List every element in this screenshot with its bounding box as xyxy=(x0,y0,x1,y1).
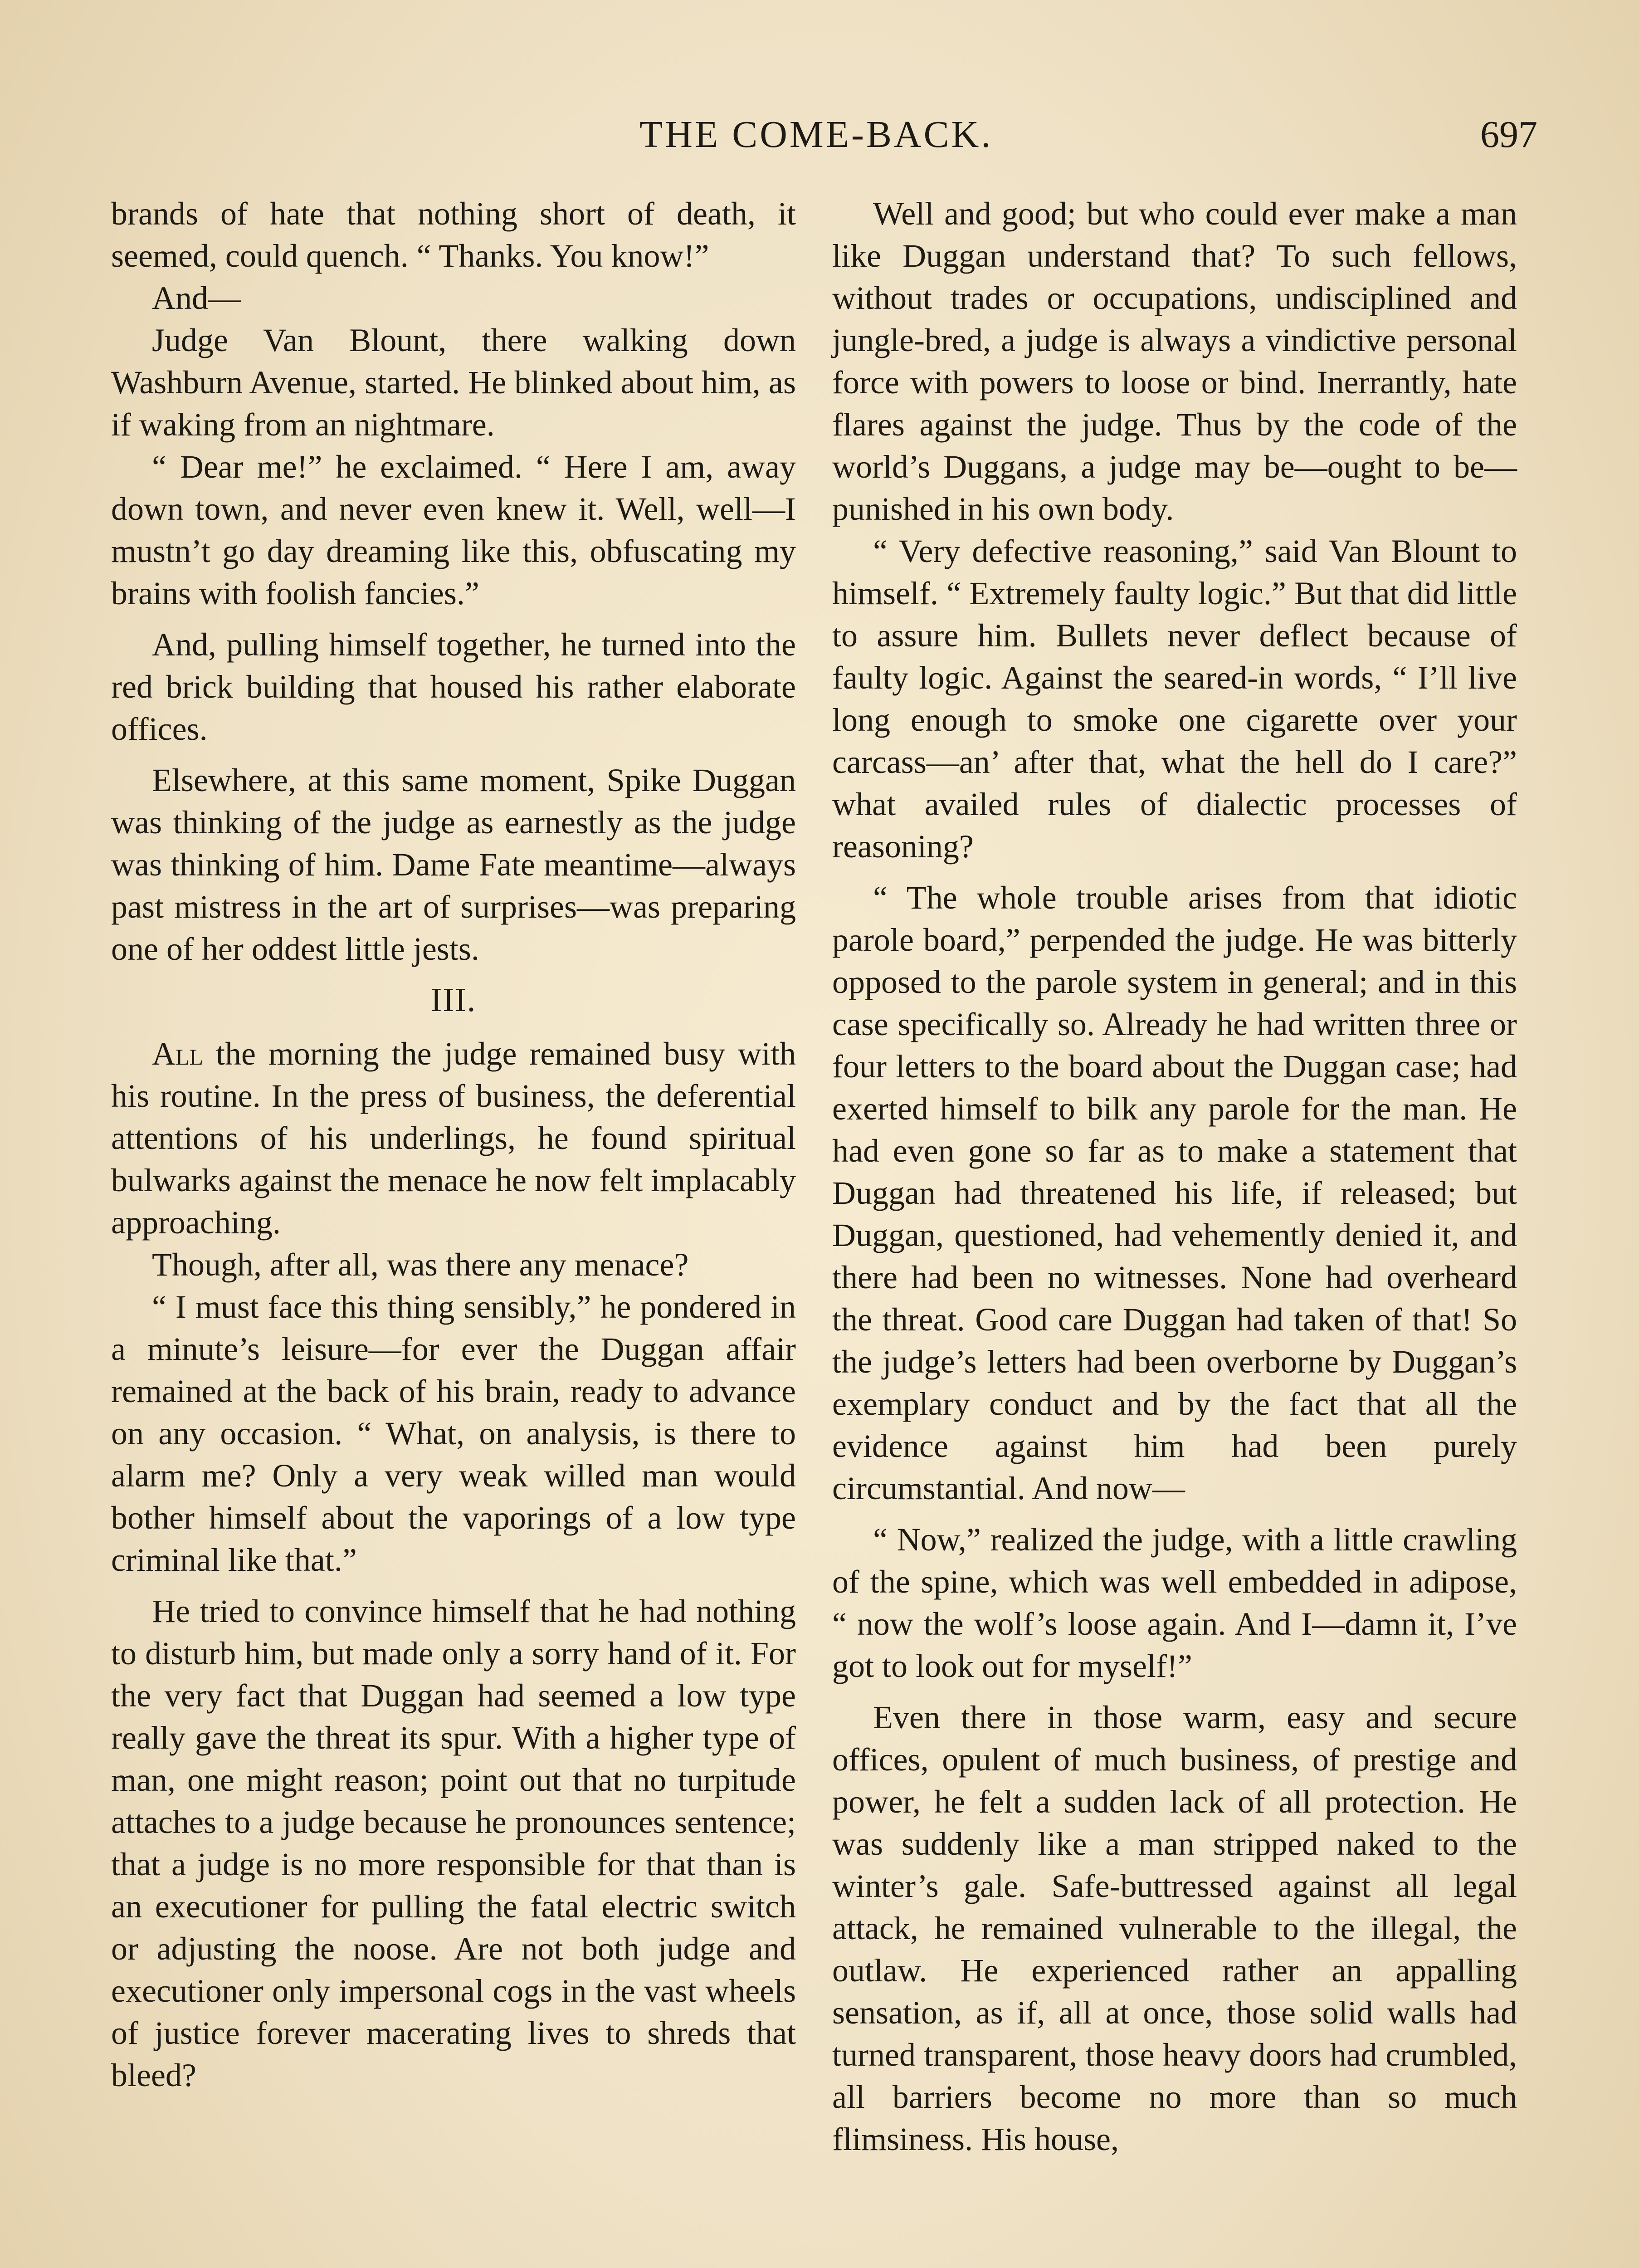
paragraph: “ Dear me!” he exclaimed. “ Here I am, away down town, and never even knew it. Well, well—I mustn’t go day dreaming like this, obfuscating my brains with foolish fancies.” xyxy=(111,449,796,611)
paragraph: He tried to convince himself that he had nothing to disturb him, but made only a sorry hand of it. For the very fact that Duggan had seemed a low type really gave the threat its spur. With a higher type of man, one might reason; point out that no turpitude attaches to a judge because he pronounces sentence; that a judge is no more responsible for that than is an executioner for pulling the fatal electric switch or adjusting the noose. Are not both judge and executioner only impersonal cogs in the vast wheels of justice forever macerating lives to shreds that bleed? xyxy=(111,1593,796,2093)
paragraph: Elsewhere, at this same moment, Spike Duggan was thinking of the judge as earnestly as the judge was thinking of him. Dame Fate meantime—always past mistress in the art of surprises—was preparing one of her oddest little jests. xyxy=(111,762,796,967)
page-number: 697 xyxy=(1480,113,1537,156)
paragraph: “ The whole trouble arises from that idiotic parole board,” perpended the judge. He was bitterly opposed to the parole system in general; and in this case specifically so. Already he had written three or four letters to the board about the Duggan case; had exerted himself to bilk any parole for the man. He had even gone so far as to make a statement that Duggan had threatened his life, if released; but Duggan, questioned, had vehemently denied it, and there had been no witnesses. None had overheard the threat. Good care Duggan had taken of that! So the judge’s letters had been overborne by Duggan’s exemplary conduct and by the fact that all the evidence against him had been purely circumstantial. And now— xyxy=(832,880,1517,1506)
opening-text: the morning the judge remained busy with his routine. In the press of business, the deferential attentions of his underlings, he found spiritual bulwarks against the menace he now felt implacably approaching. xyxy=(111,1036,796,1241)
paragraph: “ I must face this thing sensibly,” he pondered in a minute’s leisure—for ever the Duggan affair remained at the back of his brain, ready to advance on any occasion. “ What, on analysis, is there to alarm me? Only a very weak willed man would bother himself about the vaporings of a low type criminal like that.” xyxy=(111,1289,796,1578)
paragraph: Though, after all, was there any menace? xyxy=(152,1246,689,1283)
paragraph: Judge Van Blount, there walking down Washburn Avenue, started. He blinked about him, as if waking from an nightmare. xyxy=(111,322,796,443)
opening-word: All xyxy=(152,1036,204,1072)
paragraph: brands of hate that nothing short of death, it seemed, could quench. “ Thanks. You know!” xyxy=(111,196,796,274)
paragraph: Well and good; but who could ever make a man like Duggan understand that? To such fellows, without trades or occupations, undisciplined and jungle-bred, a judge is always a vindictive personal force with powers to loose or bind. Inerrantly, hate flares against the judge. Thus by the code of the world’s Duggans, a judge may be—ought to be—punished in his own body. xyxy=(832,196,1517,527)
paragraph: “ Very defective reasoning,” said Van Blount to himself. “ Extremely faulty logic.” But that did little to assure him. Bullets never deflect because of faulty logic. Against the seared-in words, “ I’ll live long enough to smoke one cigarette over your carcass—an’ after that, what the hell do I care?” what availed rules of dialectic processes of reasoning? xyxy=(832,533,1517,865)
paragraph: And, pulling himself together, he turned into the red brick building that housed his rather elaborate offices. xyxy=(111,626,796,747)
right-column xyxy=(832,193,1517,2160)
left-column xyxy=(111,193,796,2097)
section-opening-paragraph xyxy=(111,1033,796,1244)
paragraph: “ Now,” realized the judge, with a little crawling of the spine, which was well embedded in adipose, “ now the wolf’s loose again. And I—damn it, I’ve got to look out for myself!” xyxy=(832,1521,1517,1684)
running-title: THE COME-BACK. xyxy=(639,113,993,156)
paragraph: Even there in those warm, easy and secure offices, opulent of much business, of prestige and power, he felt a sudden lack of all protection. He was suddenly like a man stripped naked to the winter’s gale. Safe-buttressed against all legal attack, he remained vulnerable to the illegal, the outlaw. He experienced rather an appalling sensation, as if, all at once, those solid walls had turned transparent, those heavy doors had crumbled, all barriers become no more than so much flimsiness. His house, xyxy=(832,1699,1517,2157)
page-header xyxy=(109,112,1537,162)
paragraph: And— xyxy=(152,280,241,316)
section-heading: III. xyxy=(430,982,477,1019)
